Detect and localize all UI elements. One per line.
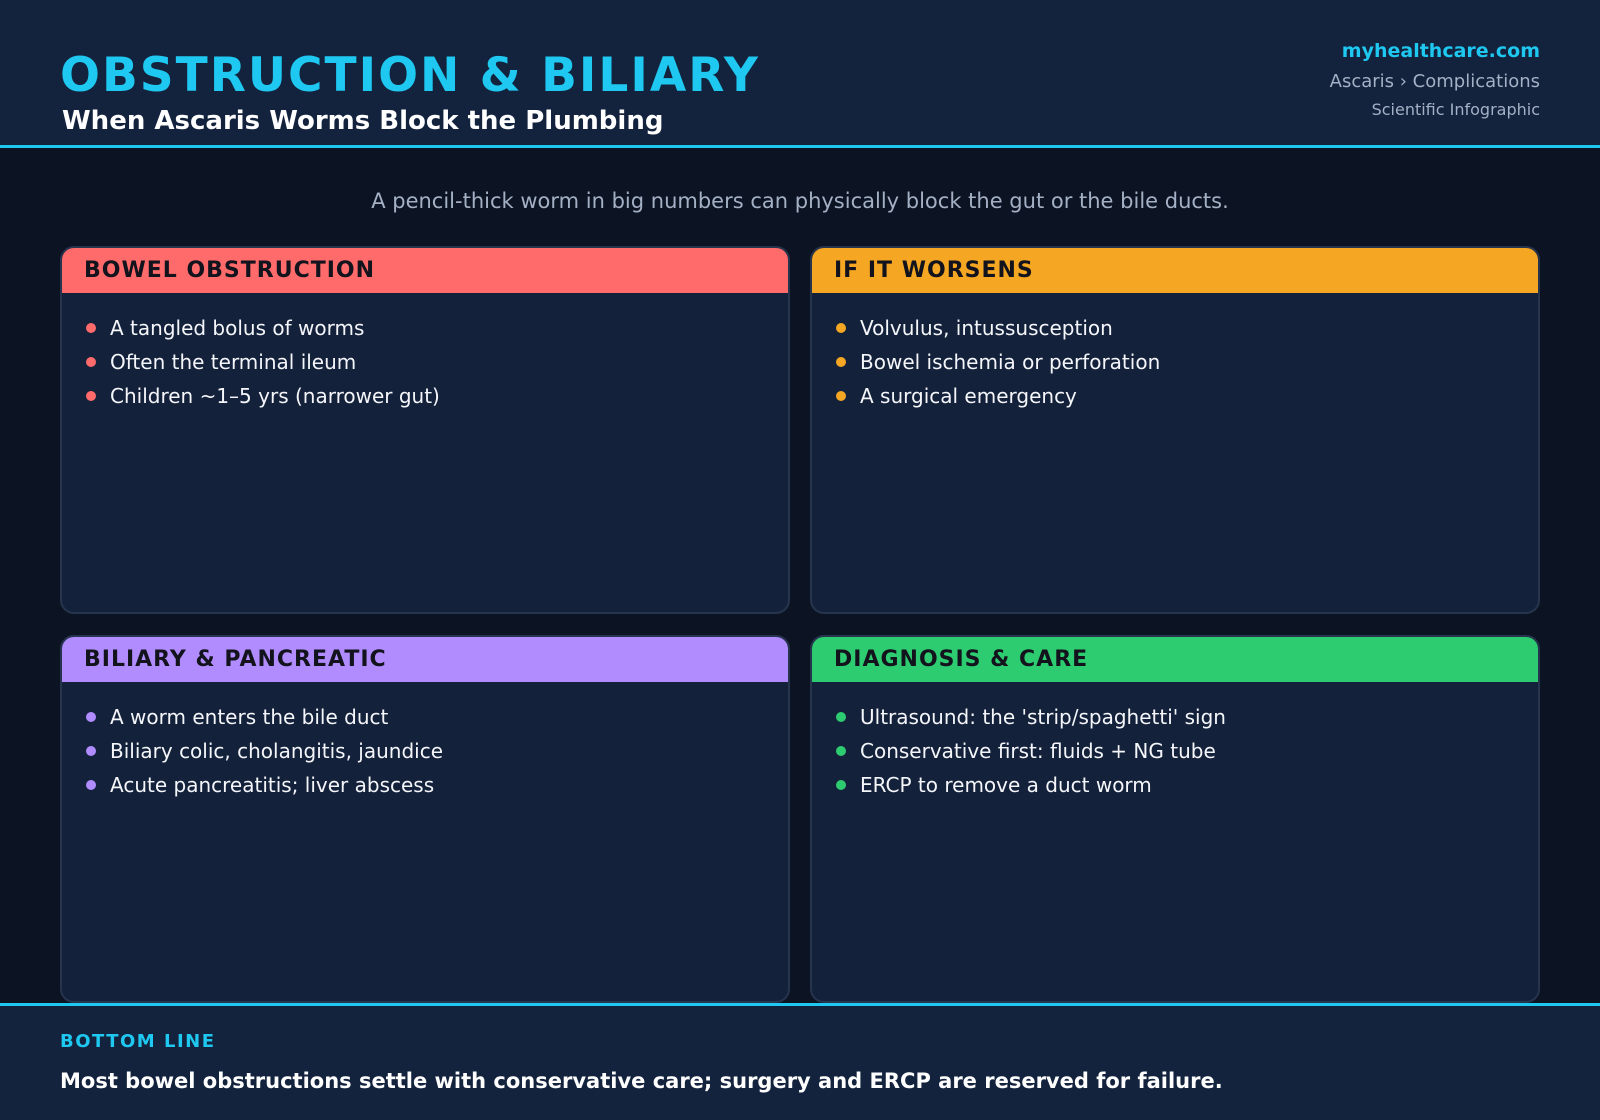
footer — [0, 1003, 1600, 1120]
bullet-dot-icon — [836, 712, 846, 722]
list-item — [836, 700, 1538, 734]
card-header: BOWEL OBSTRUCTION — [62, 248, 788, 293]
list-item-text: Children ~1–5 yrs (narrower gut) — [110, 384, 440, 408]
list-item — [836, 345, 1538, 379]
list-item-text: Bowel ischemia or perforation — [860, 350, 1161, 374]
bullet-dot-icon — [836, 780, 846, 790]
list-item-text: A worm enters the bile duct — [110, 705, 389, 729]
list-item — [86, 734, 788, 768]
list-item — [86, 768, 788, 802]
card-header: DIAGNOSIS & CARE — [812, 637, 1538, 682]
card-header: IF IT WORSENS — [812, 248, 1538, 293]
card-list — [62, 682, 788, 802]
list-item-text: A tangled bolus of worms — [110, 316, 365, 340]
bullet-dot-icon — [836, 323, 846, 333]
list-item-text: Conservative first: fluids + NG tube — [860, 739, 1216, 763]
card-list — [62, 293, 788, 413]
list-item-text: Acute pancreatitis; liver abscess — [110, 773, 435, 797]
list-item — [836, 311, 1538, 345]
brand-link[interactable]: myhealthcare.com — [1341, 40, 1540, 62]
intro-text: A pencil-thick worm in big numbers can physically block the gut or the bile ducts. — [371, 189, 1229, 213]
page-subtitle: When Ascaris Worms Block the Plumbing — [62, 106, 664, 136]
bullet-dot-icon — [86, 357, 96, 367]
list-item — [836, 379, 1538, 413]
list-item-text: Ultrasound: the 'strip/spaghetti' sign — [860, 705, 1226, 729]
list-item-text: Often the terminal ileum — [110, 350, 357, 374]
page-title: OBSTRUCTION & BILIARY — [60, 48, 760, 103]
bullet-dot-icon — [86, 712, 96, 722]
bullet-dot-icon — [836, 391, 846, 401]
list-item — [836, 734, 1538, 768]
tagline: Scientific Infographic — [1371, 100, 1540, 119]
list-item-text: ERCP to remove a duct worm — [860, 773, 1152, 797]
list-item — [86, 311, 788, 345]
list-item-text: Biliary colic, cholangitis, jaundice — [110, 739, 444, 763]
card-biliary-pancreatic — [60, 635, 790, 1003]
list-item — [86, 345, 788, 379]
bullet-dot-icon — [86, 780, 96, 790]
bullet-dot-icon — [86, 391, 96, 401]
card-if-it-worsens — [810, 246, 1540, 614]
list-item-text: A surgical emergency — [860, 384, 1077, 408]
list-item — [86, 700, 788, 734]
bullet-dot-icon — [86, 746, 96, 756]
bullet-dot-icon — [836, 357, 846, 367]
header — [0, 0, 1600, 148]
list-item — [836, 768, 1538, 802]
card-bowel-obstruction — [60, 246, 790, 614]
footer-text: Most bowel obstructions settle with conservative care; surgery and ERCP are reserved for failure. — [60, 1069, 1223, 1093]
breadcrumb: Ascaris › Complications — [1329, 71, 1540, 92]
list-item-text: Volvulus, intussusception — [860, 316, 1113, 340]
bullet-dot-icon — [86, 323, 96, 333]
bullet-dot-icon — [836, 746, 846, 756]
card-list — [812, 293, 1538, 413]
footer-label: BOTTOM LINE — [60, 1031, 216, 1052]
card-list — [812, 682, 1538, 802]
list-item — [86, 379, 788, 413]
card-header: BILIARY & PANCREATIC — [62, 637, 788, 682]
card-diagnosis-care — [810, 635, 1540, 1003]
